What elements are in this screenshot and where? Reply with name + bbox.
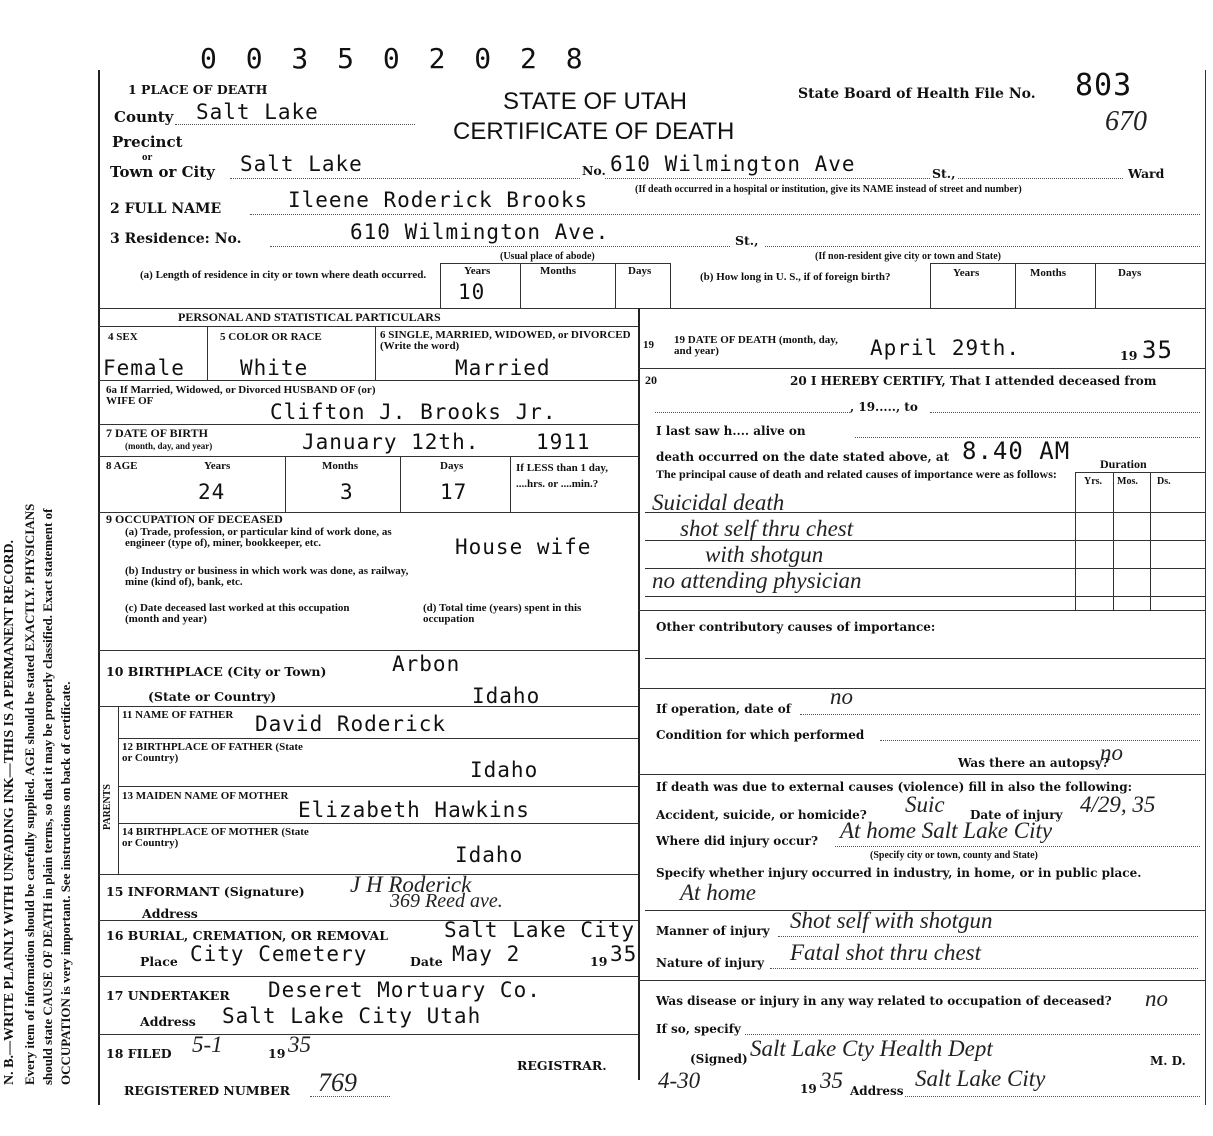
full-name-value: Ileene Roderick Brooks xyxy=(288,188,589,212)
column-divider xyxy=(638,308,640,1080)
age-label: 8 AGE xyxy=(106,460,138,472)
age-months-label: Months xyxy=(322,460,359,472)
rule-occupation xyxy=(98,650,638,651)
father-value: David Roderick xyxy=(255,712,447,736)
burial-date-value: May 2 xyxy=(452,942,521,966)
residence-col-4 xyxy=(670,263,671,308)
residence-row-top-left xyxy=(440,263,670,264)
color-value: White xyxy=(240,356,309,380)
duration-col-1 xyxy=(1075,472,1076,610)
nonresident-note: (If non-resident give city or town and State) xyxy=(815,251,1002,262)
full-name-label: 2 FULL NAME xyxy=(110,201,222,217)
if-so-label: If so, specify xyxy=(656,1022,741,1036)
occupation-a-label: (a) Trade, profession, or particular kind of work done, as engineer (type of), miner, bookkeeper, etc. xyxy=(125,526,392,549)
form-left-border xyxy=(98,70,100,1105)
occ-related-value: no xyxy=(1145,986,1168,1011)
duration-yrs: Yrs. xyxy=(1084,476,1103,487)
burial-label: 16 BURIAL, CREMATION, OR REMOVAL xyxy=(106,928,388,943)
side-note-line2: Every item of information should be carefully supplied. AGE should be stated EXACTLY. PHYSICIANS xyxy=(22,503,37,1085)
filed-year-prefix: 19 xyxy=(268,1046,286,1061)
state-title: STATE OF UTAH xyxy=(503,88,687,115)
specify-label: Specify whether injury occurred in industry, in home, or in public place. xyxy=(656,866,1142,880)
cause-line-3-text: with shotgun xyxy=(705,542,824,567)
duration-top-rule xyxy=(1075,472,1205,473)
us-col-2 xyxy=(1015,263,1016,308)
occupation-label: 9 OCCUPATION OF DECEASED xyxy=(106,512,283,526)
side-note-line1: N. B.—WRITE PLAINLY WITH UNFADING INK—THIS IS A PERMANENT RECORD. xyxy=(2,539,17,1085)
dob-value: January 12th. xyxy=(302,430,480,454)
serial-number: 0 0 3 5 0 2 0 2 8 xyxy=(200,42,589,75)
rule-father xyxy=(118,738,638,739)
informant-address: 369 Reed ave. xyxy=(390,890,503,912)
operation-value: no xyxy=(830,684,853,709)
where-note: (Specify city or town, county and State) xyxy=(870,850,1038,861)
us-years-label: Years xyxy=(953,267,980,279)
nature-label: Nature of injury xyxy=(656,956,765,970)
residence-label: 3 Residence: No. xyxy=(110,231,242,247)
ward-label: Ward xyxy=(1128,166,1165,181)
manner-line xyxy=(778,936,1198,937)
mother-bp-label: 14 BIRTHPLACE OF MOTHER (State or Country) xyxy=(122,826,309,849)
age-days-value: 17 xyxy=(440,480,468,504)
signed-date: 4-30 xyxy=(658,1068,701,1093)
us-days-label: Days xyxy=(1118,267,1142,279)
informant-address-label: Address xyxy=(142,906,198,921)
residence-years-label: Years xyxy=(464,265,491,277)
street-line xyxy=(605,178,930,179)
full-name-line xyxy=(250,214,1200,215)
length-residence-a-label: (a) Length of residence in city or town where death occurred. xyxy=(140,269,427,281)
county-value: Salt Lake xyxy=(196,100,319,124)
signed-label: (Signed) xyxy=(690,1052,748,1066)
occupation-b-label: (b) Industry or business in which work was done, as railway, mine (kind of), bank, etc. xyxy=(125,565,409,588)
residence-col-3 xyxy=(615,263,616,308)
mother-bp-value: Idaho xyxy=(455,843,524,867)
burial-date-label: Date xyxy=(410,954,443,969)
county-label: County xyxy=(114,108,174,126)
duration-label: Duration xyxy=(1100,457,1147,471)
birthplace-state-value: Idaho xyxy=(472,684,541,708)
street-value: 610 Wilmington Ave xyxy=(610,152,856,176)
signed-address: Salt Lake City xyxy=(915,1066,1046,1091)
injury-date-label: Date of injury xyxy=(970,808,1063,822)
residence-st-line xyxy=(765,246,1200,247)
death-time: 8.40 AM xyxy=(962,437,1071,465)
md-label: M. D. xyxy=(1150,1054,1186,1068)
informant-signature: J H Roderick xyxy=(350,872,472,897)
burial-year-prefix: 19 xyxy=(590,954,608,969)
burial-place-value: City Cemetery xyxy=(190,942,368,966)
age-col-1 xyxy=(285,456,286,512)
marital-label: 6 SINGLE, MARRIED, WIDOWED, or DIVORCED (Write the word) xyxy=(380,329,631,352)
age-years-label: Years xyxy=(204,460,231,472)
parents-side-label: PARENTS xyxy=(102,784,113,830)
death-on-label: death occurred on the date stated above, at xyxy=(656,450,950,464)
age-days-label: Days xyxy=(440,460,464,472)
specify-value: At home xyxy=(680,880,757,905)
mother-label: 13 MAIDEN NAME OF MOTHER xyxy=(122,790,289,802)
filed-date: 5-1 xyxy=(192,1032,223,1057)
us-col-1 xyxy=(930,263,931,308)
rule-nature xyxy=(638,980,1205,981)
side-note-line4: OCCUPATION is very important. See instructions on back of certificate. xyxy=(58,681,73,1085)
town-value: Salt Lake xyxy=(240,152,363,176)
undertaker-value: Deseret Mortuary Co. xyxy=(268,978,541,1002)
sex-label: 4 SEX xyxy=(108,331,138,343)
hospital-note: (If death occurred in a hospital or institution, give its NAME instead of street and number) xyxy=(635,184,1022,195)
cause-line-4 xyxy=(645,596,1205,597)
birthplace-city-value: Arbon xyxy=(392,652,461,676)
occ-related-label: Was disease or injury in any way related to occupation of deceased? xyxy=(656,994,1112,1008)
injury-date-value: 4/29, 35 xyxy=(1080,792,1156,817)
accident-label: Accident, suicide, or homicide? xyxy=(656,808,867,822)
date-death-value: April 29th. xyxy=(870,336,1021,360)
certify-label: 20 I HEREBY CERTIFY, That I attended deceased from xyxy=(790,374,1157,388)
side-note-line3: should state CAUSE OF DEATH in plain terms, so that it may be properly classified. Exact statement of xyxy=(40,508,55,1085)
where-line xyxy=(835,846,1200,847)
autopsy-value: no xyxy=(1100,740,1123,765)
personal-heading: PERSONAL AND STATISTICAL PARTICULARS xyxy=(178,310,441,324)
rule-dob xyxy=(98,456,638,457)
dob-label: 7 DATE OF BIRTH xyxy=(106,426,208,440)
town-label: Town or City xyxy=(110,163,215,181)
form-right-border xyxy=(1205,70,1206,1105)
rule-father-bp xyxy=(118,786,638,787)
age-years-value: 24 xyxy=(198,480,226,504)
registered-number: 769 xyxy=(318,1068,357,1097)
reg-no-line xyxy=(310,1096,390,1097)
residence-line xyxy=(270,246,730,247)
color-label: 5 COLOR OR RACE xyxy=(220,331,322,343)
certify-num: 20 xyxy=(645,373,657,387)
mother-value: Elizabeth Hawkins xyxy=(298,798,530,822)
certify-to-label: , 19....., to xyxy=(850,400,918,414)
registered-number-label: REGISTERED NUMBER xyxy=(124,1083,291,1098)
certificate-title: CERTIFICATE OF DEATH xyxy=(453,118,735,145)
dob-year-value: 1911 xyxy=(536,430,591,454)
last-saw-label: I last saw h.... alive on xyxy=(656,424,806,438)
undertaker-label: 17 UNDERTAKER xyxy=(106,988,230,1003)
registrar-label: REGISTRAR. xyxy=(517,1058,607,1073)
date-death-year: 35 xyxy=(1142,336,1173,364)
personal-top-rule xyxy=(98,308,1205,309)
date-death-label: 19 DATE OF DEATH (month, day, and year) xyxy=(674,334,838,357)
rule-burial xyxy=(98,976,638,977)
father-bp-value: Idaho xyxy=(470,758,539,782)
cause-line-4-text: no attending physician xyxy=(652,568,862,593)
cause-line-1-text: Suicidal death xyxy=(652,490,785,515)
ward-line xyxy=(958,178,1123,179)
birthplace-state-label: (State or Country) xyxy=(148,689,277,704)
birthplace-label: 10 BIRTHPLACE (City or Town) xyxy=(106,664,327,679)
contributory-label: Other contributory causes of importance: xyxy=(656,620,936,634)
precinct-label: Precinct xyxy=(112,133,183,151)
burial-place-label: Place xyxy=(140,954,178,969)
informant-label: 15 INFORMANT (Signature) xyxy=(106,884,305,899)
street-st-label: St., xyxy=(932,166,956,181)
nature-value: Fatal shot thru chest xyxy=(790,940,982,965)
rule-date-death xyxy=(638,368,1205,369)
us-col-3 xyxy=(1095,263,1096,308)
sex-value: Female xyxy=(103,356,185,380)
rule-personal xyxy=(98,326,638,327)
contributory-line-1 xyxy=(645,658,1205,659)
undertaker-address: Salt Lake City Utah xyxy=(222,1004,482,1028)
cause-line-2-text: shot self thru chest xyxy=(680,516,854,541)
rule-mother xyxy=(118,823,638,824)
where-value: At home Salt Lake City xyxy=(840,818,1053,843)
occupation-d-label: (d) Total time (years) spent in this occupation xyxy=(423,602,582,625)
sex-col xyxy=(207,326,208,380)
residence-years-value: 10 xyxy=(458,280,486,304)
filed-year: 35 xyxy=(288,1032,311,1057)
residence-col-1 xyxy=(440,263,441,308)
marital-value: Married xyxy=(455,356,551,380)
signed-address-line xyxy=(905,1096,1200,1097)
rule-autopsy xyxy=(638,774,1205,775)
certify-to-line xyxy=(930,412,1200,413)
rule-undertaker xyxy=(98,1034,638,1035)
certify-from-line xyxy=(655,412,850,413)
us-months-label: Months xyxy=(1030,267,1067,279)
if-so-line xyxy=(745,1034,1200,1035)
date-death-num: 19 xyxy=(643,339,654,351)
father-bp-label: 12 BIRTHPLACE OF FATHER (State or Country) xyxy=(122,741,303,764)
file-no: 803 xyxy=(1075,68,1133,103)
accident-value: Suic xyxy=(905,792,945,817)
condition-label: Condition for which performed xyxy=(656,728,865,742)
nature-line xyxy=(770,968,1198,969)
usual-abode-note: (Usual place of abode) xyxy=(500,251,595,262)
duration-mos: Mos. xyxy=(1117,476,1138,487)
condition-line xyxy=(880,740,1200,741)
less-day-label: If LESS than 1 day, ....hrs. or ....min.? xyxy=(516,462,609,490)
signed-address-label: Address xyxy=(850,1084,904,1098)
autopsy-label: Was there an autopsy? xyxy=(958,756,1110,770)
duration-col-2 xyxy=(1113,472,1114,610)
street-no-label: No. xyxy=(582,163,606,178)
rule-spouse xyxy=(98,424,638,425)
signed-value: Salt Lake Cty Health Dept xyxy=(750,1036,993,1061)
dob-sub-label: (month, day, and year) xyxy=(125,441,213,451)
burial-value: Salt Lake City xyxy=(444,918,636,942)
residence-row-top-right xyxy=(930,263,1205,264)
file-no-handwritten: 670 xyxy=(1105,106,1147,137)
cause-label: The principal cause of death and related causes of importance were as follows: xyxy=(656,467,1057,481)
or-label: or xyxy=(142,151,153,163)
filed-label: 18 FILED xyxy=(106,1046,172,1061)
town-line xyxy=(230,178,580,179)
length-residence-b-label: (b) How long in U. S., if of foreign birth? xyxy=(700,271,891,283)
duration-col-3 xyxy=(1150,472,1151,610)
signed-year: 35 xyxy=(820,1068,843,1093)
manner-value: Shot self with shotgun xyxy=(790,908,993,933)
operation-label: If operation, date of xyxy=(656,702,791,716)
parents-divider xyxy=(118,706,119,874)
rule-causes xyxy=(638,610,1205,611)
residence-st-label: St., xyxy=(735,233,759,248)
color-col xyxy=(375,326,376,380)
occupation-c-label: (c) Date deceased last worked at this occupation (month and year) xyxy=(125,602,350,625)
residence-months-label: Months xyxy=(540,265,577,277)
undertaker-address-label: Address xyxy=(140,1014,196,1029)
rule-birthplace xyxy=(98,706,638,707)
residence-value: 610 Wilmington Ave. xyxy=(350,220,610,244)
age-col-2 xyxy=(400,456,401,512)
rule-contributory xyxy=(638,688,1205,689)
spouse-label: 6a If Married, Widowed, or Divorced HUSBAND OF (or) WIFE OF xyxy=(106,384,376,407)
residence-col-2 xyxy=(520,263,521,308)
age-months-value: 3 xyxy=(340,480,354,504)
operation-line xyxy=(800,714,1200,715)
duration-ds: Ds. xyxy=(1157,476,1171,487)
spouse-value: Clifton J. Brooks Jr. xyxy=(270,400,557,424)
date-death-year-prefix: 19 xyxy=(1120,348,1138,363)
father-label: 11 NAME OF FATHER xyxy=(122,709,234,721)
manner-label: Manner of injury xyxy=(656,924,770,938)
county-line xyxy=(175,124,415,125)
residence-days-label: Days xyxy=(628,265,652,277)
rule-sex xyxy=(98,380,638,381)
where-label: Where did injury occur? xyxy=(656,834,819,848)
occupation-value: House wife xyxy=(455,535,592,559)
burial-year-value: 35 xyxy=(610,942,638,966)
signed-year-prefix: 19 xyxy=(800,1082,817,1096)
age-col-3 xyxy=(510,456,511,512)
file-no-label: State Board of Health File No. xyxy=(798,86,1036,102)
external-label: If death was due to external causes (violence) fill in also the following: xyxy=(656,780,1133,794)
place-section-label: 1 PLACE OF DEATH xyxy=(128,82,268,97)
